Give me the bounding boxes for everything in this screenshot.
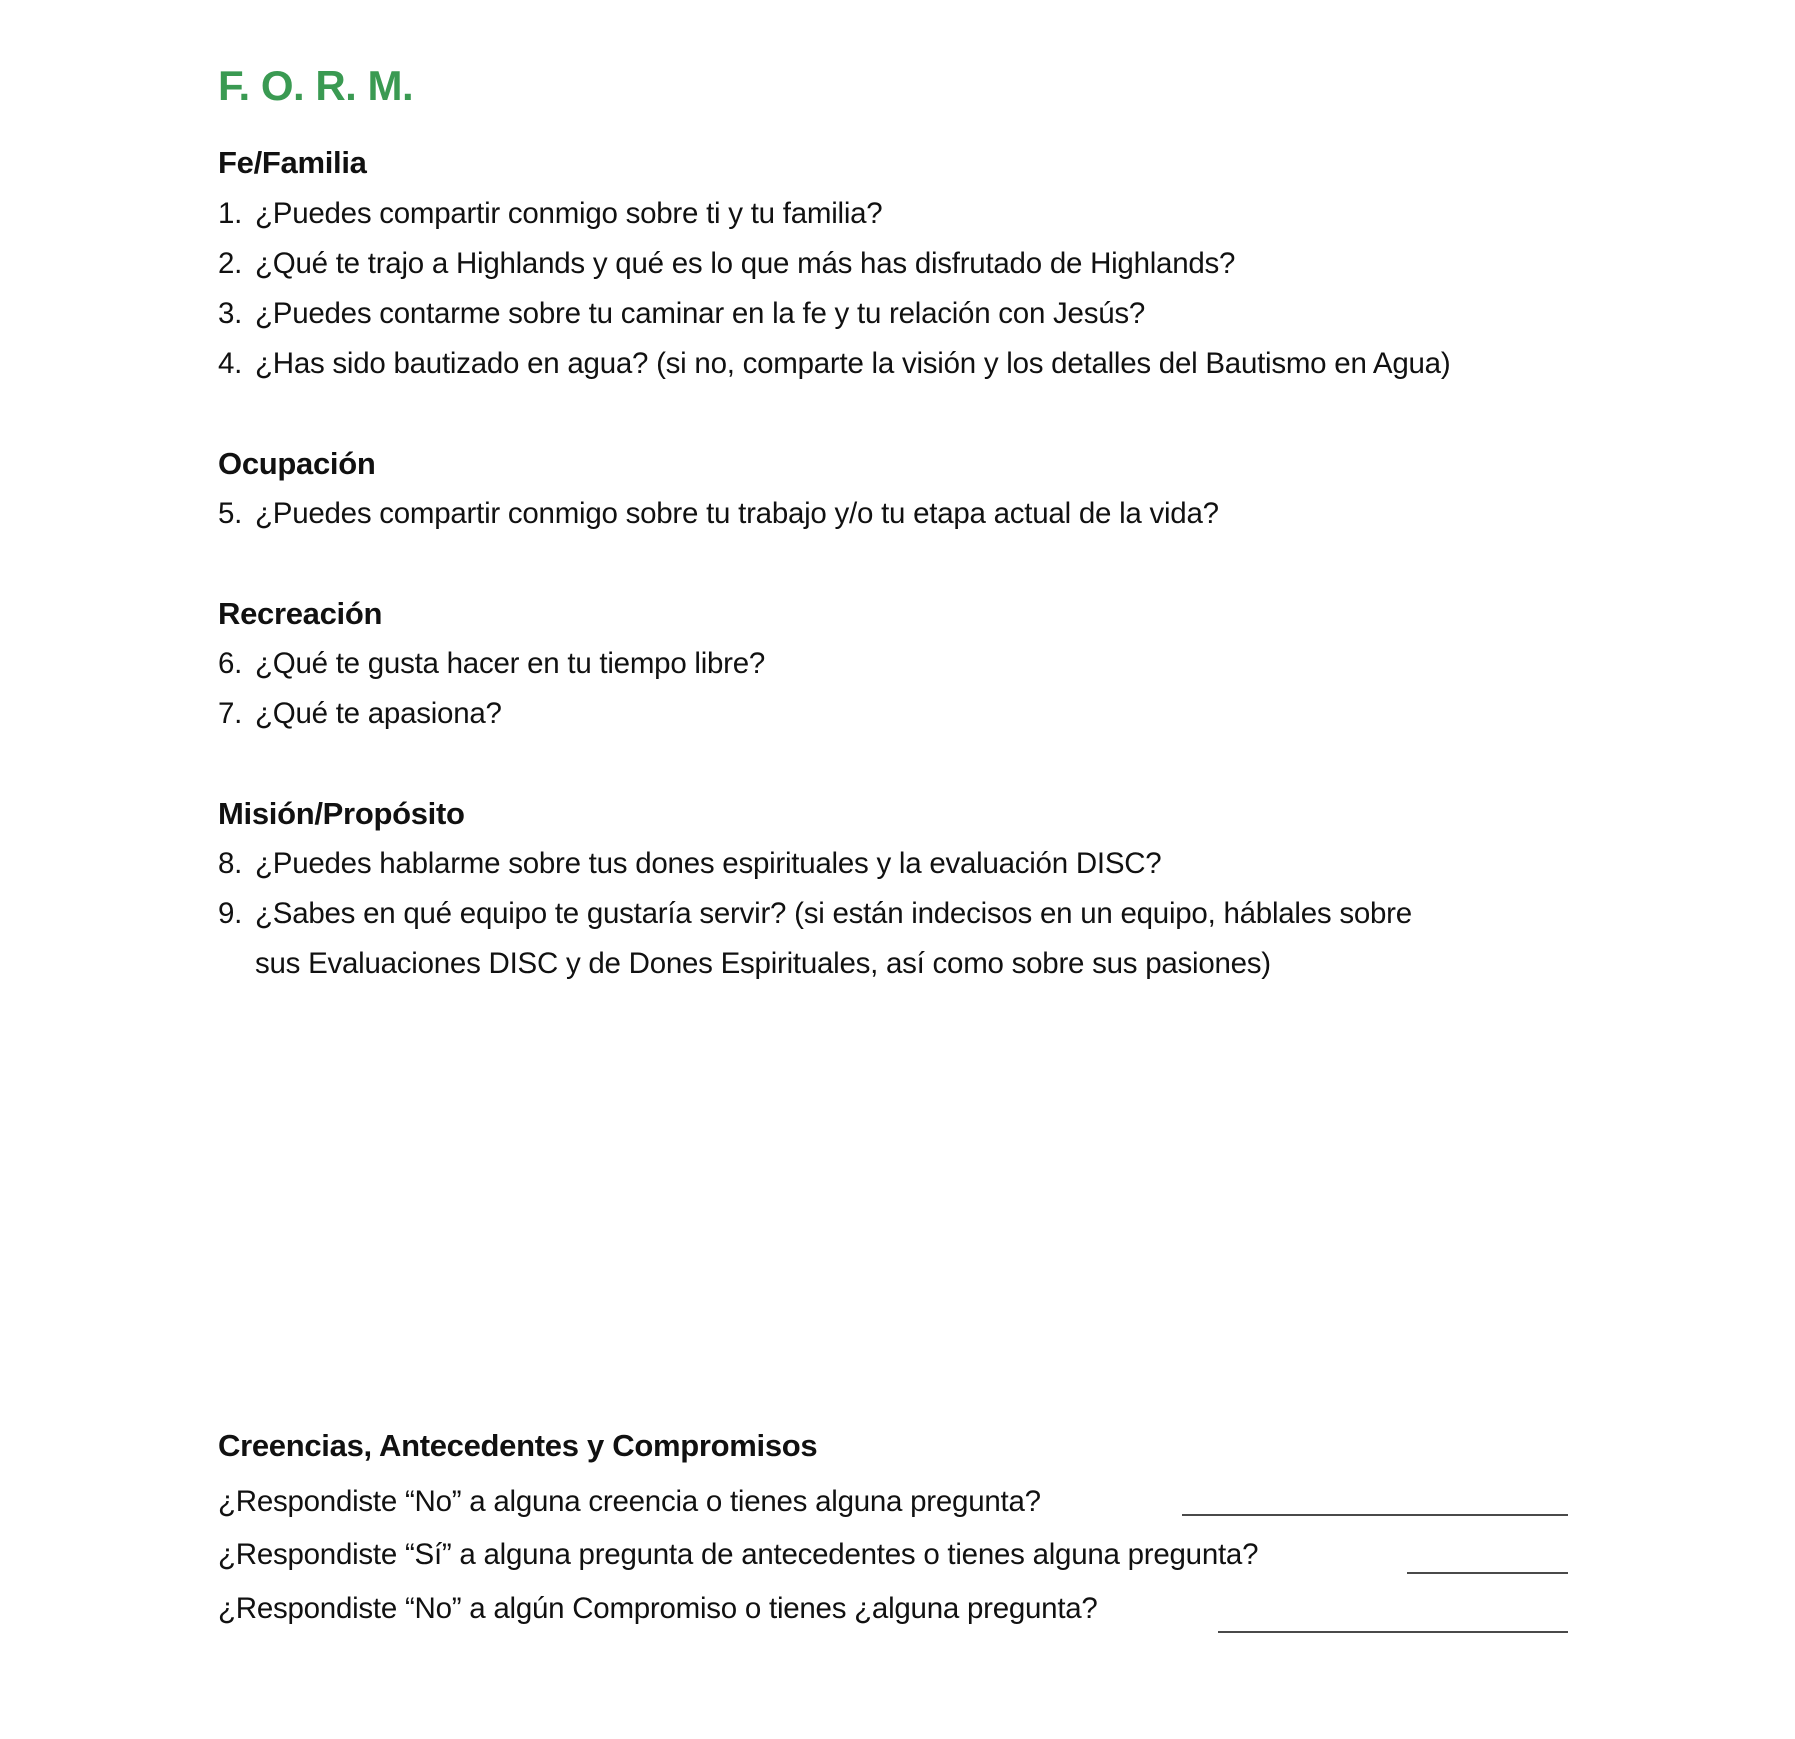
question-item: [218, 296, 1145, 332]
answer-blank-line[interactable]: [1182, 1514, 1568, 1516]
question-item: [218, 846, 1161, 882]
section-heading-ocupacion: Ocupación: [218, 446, 376, 481]
question-text: ¿Puedes hablarme sobre tus dones espirituales y la evaluación DISC?: [255, 847, 1162, 880]
question-number: 6.: [218, 647, 243, 680]
question-item: [218, 496, 1219, 532]
question-number: 5.: [218, 497, 243, 530]
question-number: 1.: [218, 197, 243, 230]
question-item: [218, 896, 1412, 932]
question-number: 4.: [218, 347, 243, 380]
question-item: [218, 246, 1235, 282]
question-item: [218, 346, 1450, 382]
question-text: ¿Qué te trajo a Highlands y qué es lo que más has disfrutado de Highlands?: [255, 247, 1236, 280]
question-text: ¿Puedes compartir conmigo sobre tu trabajo y/o tu etapa actual de la vida?: [255, 497, 1219, 530]
belief-question: ¿Respondiste “Sí” a alguna pregunta de antecedentes o tienes alguna pregunta?: [218, 1538, 1259, 1571]
question-text: ¿Puedes compartir conmigo sobre ti y tu familia?: [255, 197, 883, 230]
answer-blank-line[interactable]: [1407, 1572, 1568, 1574]
question-item: [218, 196, 882, 232]
question-text: ¿Puedes contarme sobre tu caminar en la fe y tu relación con Jesús?: [255, 297, 1146, 330]
section-heading-recreacion: Recreación: [218, 596, 383, 631]
question-text: ¿Has sido bautizado en agua? (si no, comparte la visión y los detalles del Bautismo en Agua): [255, 347, 1451, 380]
question-item: [218, 646, 765, 682]
belief-question: ¿Respondiste “No” a algún Compromiso o tienes ¿alguna pregunta?: [218, 1592, 1098, 1625]
question-item: [218, 696, 502, 732]
question-text: ¿Qué te gusta hacer en tu tiempo libre?: [255, 647, 766, 680]
question-number: 8.: [218, 847, 243, 880]
question-text: ¿Sabes en qué equipo te gustaría servir? (si están indecisos en un equipo, háblales sobre: [255, 897, 1412, 930]
section-heading-mision-proposito: Misión/Propósito: [218, 796, 465, 831]
question-text: ¿Qué te apasiona?: [255, 697, 502, 730]
answer-blank-line[interactable]: [1218, 1631, 1568, 1633]
question-number: 3.: [218, 297, 243, 330]
question-text-continuation: sus Evaluaciones DISC y de Dones Espirituales, así como sobre sus pasiones): [255, 947, 1271, 980]
question-number: 7.: [218, 697, 243, 730]
section-heading-fe-familia: Fe/Familia: [218, 145, 367, 180]
question-number: 9.: [218, 897, 243, 930]
section-heading-creencias: Creencias, Antecedentes y Compromisos: [218, 1428, 818, 1463]
page-title: F. O. R. M.: [218, 62, 414, 109]
question-number: 2.: [218, 247, 243, 280]
belief-question: ¿Respondiste “No” a alguna creencia o tienes alguna pregunta?: [218, 1485, 1041, 1518]
